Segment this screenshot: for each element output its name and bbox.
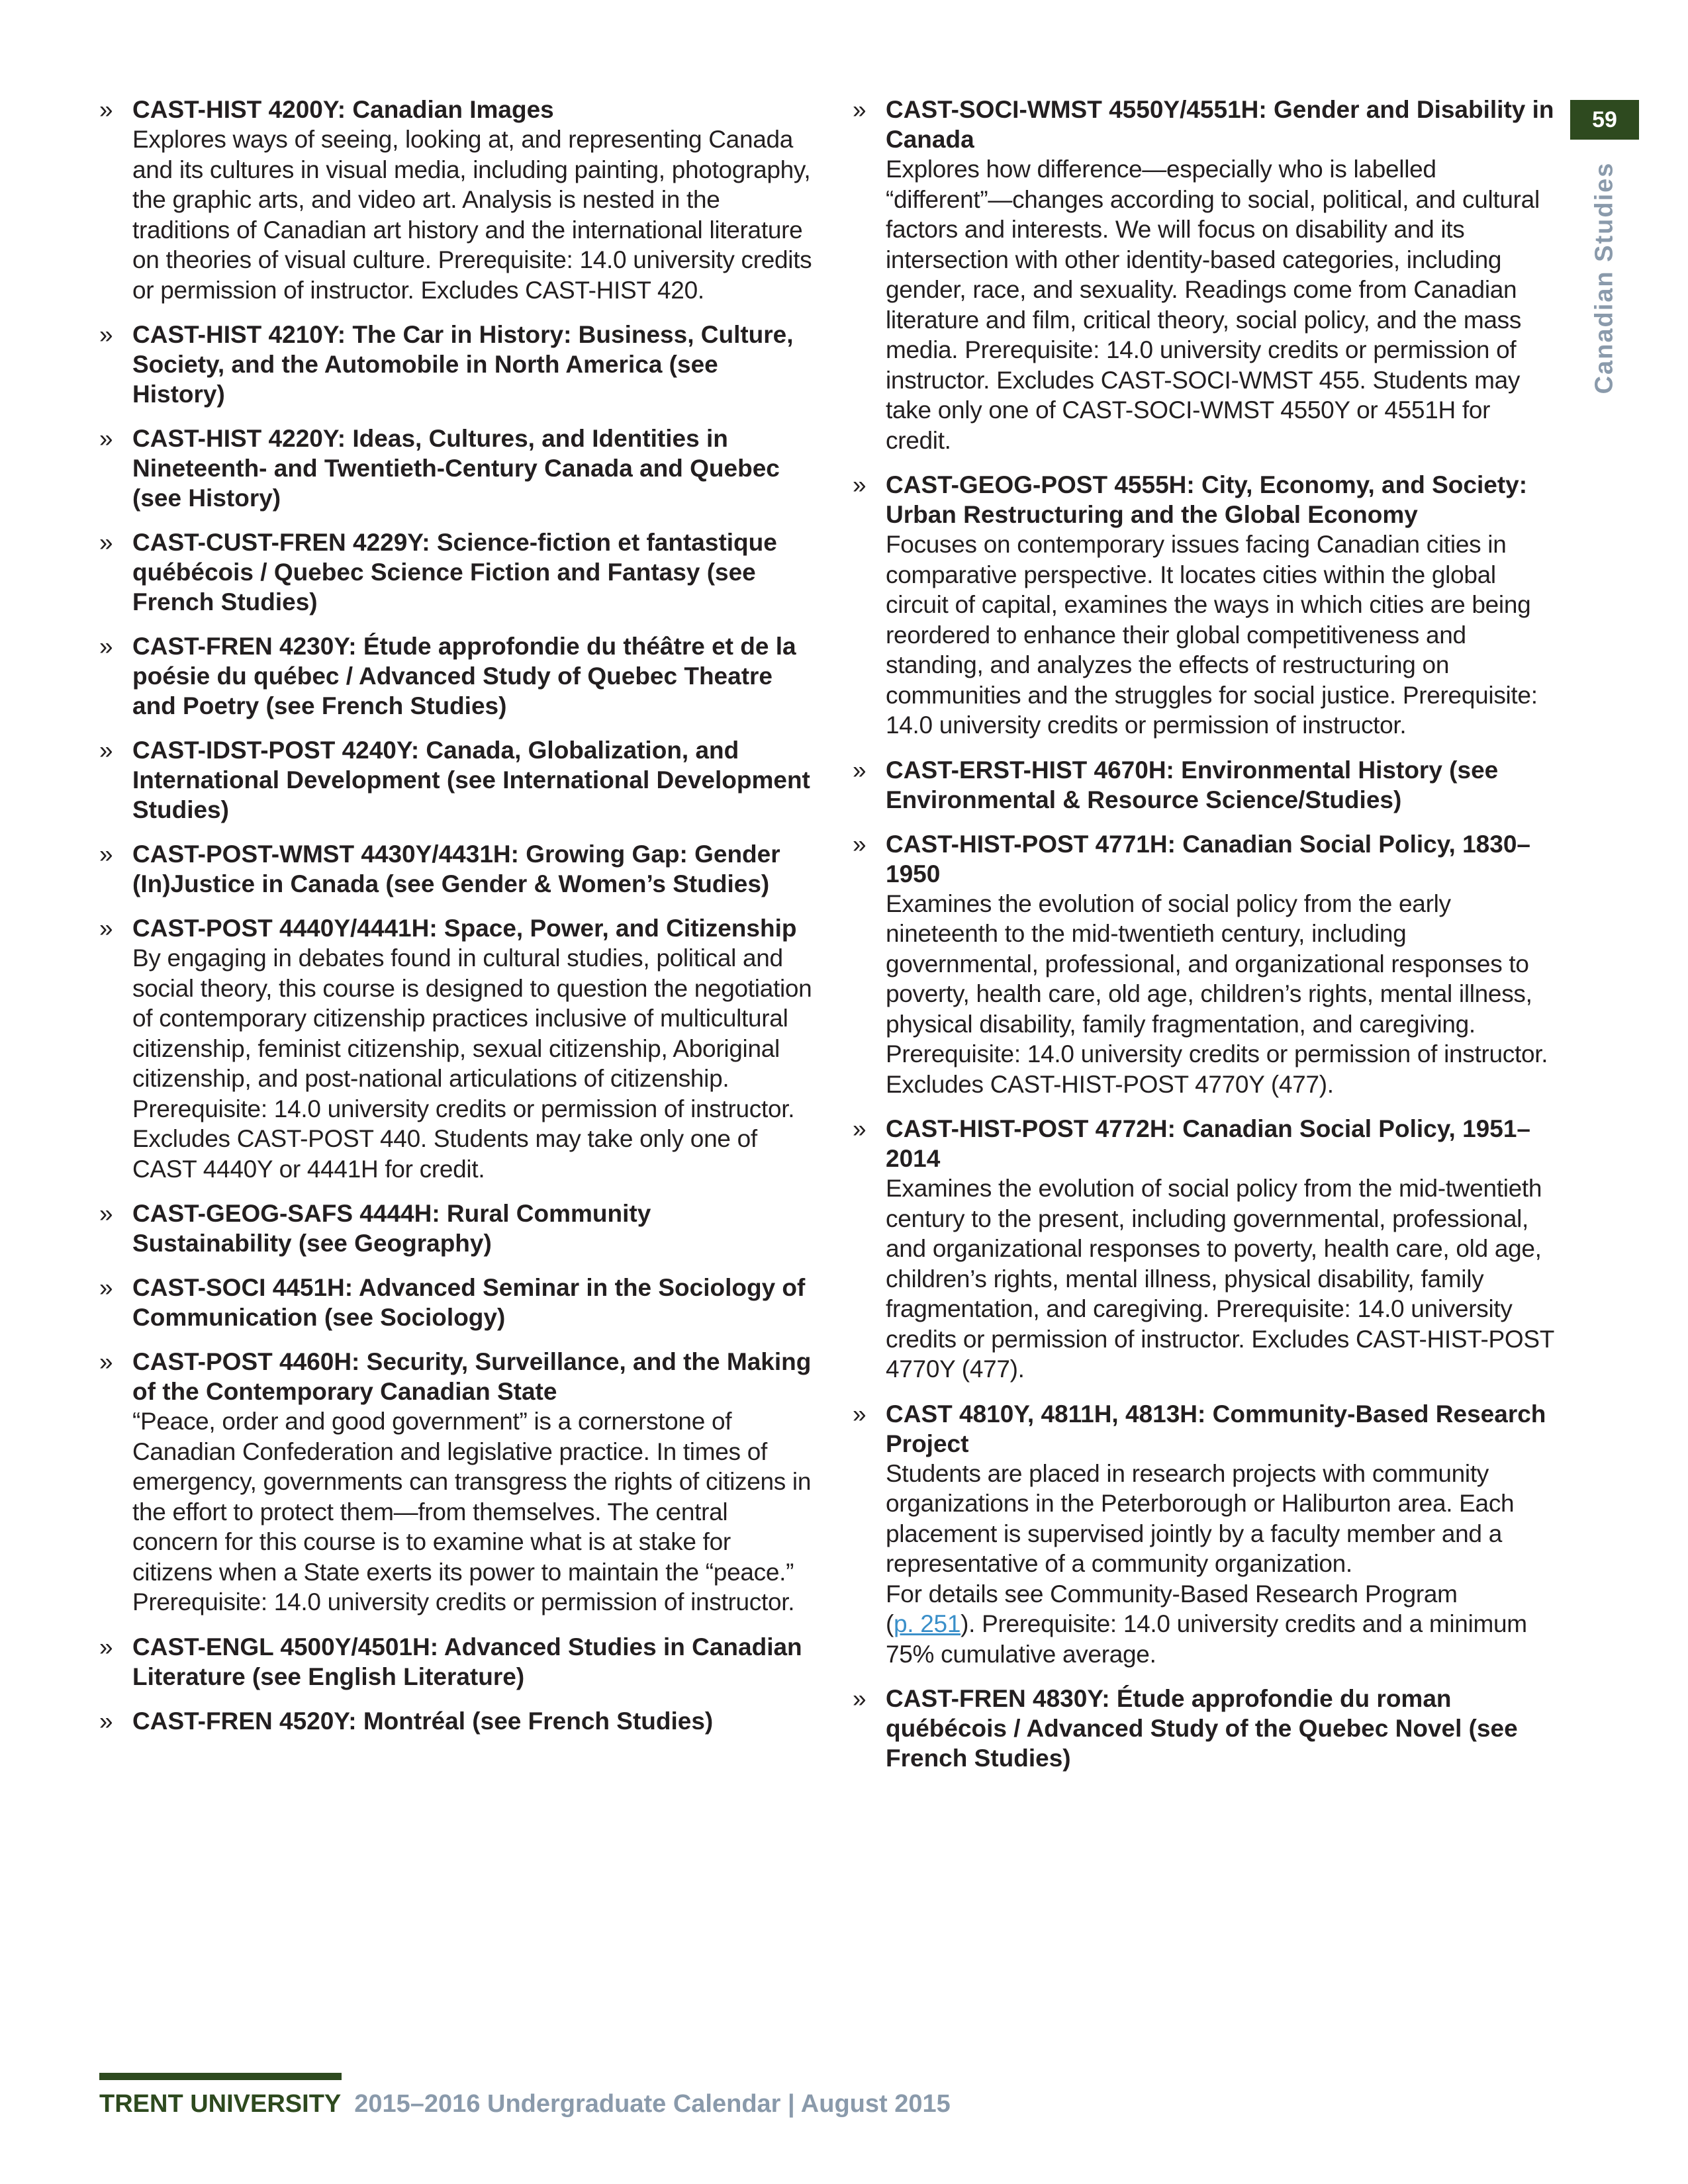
bullet-icon: » xyxy=(853,96,867,123)
page-number-badge: 59 xyxy=(1570,100,1639,140)
course-entry xyxy=(99,424,814,513)
course-title: CAST-POST 4440Y/4441H: Space, Power, and Citizenship xyxy=(132,915,797,942)
course-entry xyxy=(99,839,814,899)
bullet-icon: » xyxy=(99,737,113,764)
footer xyxy=(99,2090,951,2118)
course-title: CAST-HIST 4210Y: The Car in History: Business, Culture, Society, and the Automobile in North America (see History) xyxy=(132,321,794,408)
footer-rule xyxy=(99,2073,342,2080)
course-title: CAST-FREN 4520Y: Montréal (see French Studies) xyxy=(132,1707,714,1735)
course-title: CAST-ERST-HIST 4670H: Environmental History (see Environmental & Resource Science/Studies) xyxy=(886,756,1499,813)
bullet-icon: » xyxy=(99,1348,113,1375)
bullet-icon: » xyxy=(99,633,113,660)
footer-university: TRENT UNIVERSITY xyxy=(99,2090,342,2118)
course-entry xyxy=(853,1684,1561,1773)
bullet-icon: » xyxy=(99,425,113,452)
course-title: CAST-HIST 4200Y: Canadian Images xyxy=(132,96,554,123)
course-title: CAST-ENGL 4500Y/4501H: Advanced Studies in Canadian Literature (see English Literature) xyxy=(132,1633,802,1690)
bullet-icon: » xyxy=(853,756,867,784)
bullet-icon: » xyxy=(99,1200,113,1227)
course-description: Explores how difference—especially who is labelled “different”—changes according to social, political, and cultural factors and interests. We will focus on disability and its intersection with other identity-based categories, including gender, race, and sexuality. Readings come from Canadian literature and film, critical theory, social policy, and the mass media. Prerequisite: 14.0 university credits or permission of instructor. Excludes CAST-SOCI-WMST 455. Students may take only one of CAST-SOCI-WMST 4550Y or 4551H for credit. xyxy=(886,156,1540,454)
course-title: CAST 4810Y, 4811H, 4813H: Community-Based Research Project xyxy=(886,1400,1546,1457)
course-description: Students are placed in research projects with community organizations in the Peterborough or Haliburton area. Each placement is supervised jointly by a faculty member and a representative of a community organization. xyxy=(886,1459,1515,1577)
course-entry xyxy=(99,320,814,409)
paren-open: ( xyxy=(886,1610,894,1637)
bullet-icon: » xyxy=(853,471,867,498)
footer-calendar: 2015–2016 Undergraduate Calendar | August 2015 xyxy=(354,2090,951,2118)
bullet-icon: » xyxy=(99,1707,113,1735)
course-entry xyxy=(853,1399,1561,1670)
course-entry xyxy=(853,829,1561,1100)
course-title: CAST-SOCI-WMST 4550Y/4551H: Gender and Disability in Canada xyxy=(886,96,1554,153)
bullet-icon: » xyxy=(853,830,867,858)
course-description: Explores ways of seeing, looking at, and representing Canada and its cultures in visual media, including painting, photography, the graphic arts, and video art. Analysis is nested in the traditions of Canadian art history and the international literature on theories of visual culture. Prerequisite: 14.0 university credits or permission of instructor. Excludes CAST-HIST 420. xyxy=(132,126,812,304)
bullet-icon: » xyxy=(853,1115,867,1142)
course-entry xyxy=(99,1347,814,1617)
course-description: Examines the evolution of social policy from the early nineteenth to the mid-twentieth century, including governmental, professional, and organizational responses to poverty, health care, old age, children’s rights, mental illness, physical disability, family fragmentation, and caregiving. Prerequisite: 14.0 university credits or permission of instructor. Excludes CAST-HIST-POST 4770Y (477). xyxy=(886,889,1548,1098)
prerequisite-text: ). Prerequisite: 14.0 university credits and a minimum 75% cumulative average. xyxy=(886,1610,1527,1668)
course-title: CAST-HIST 4220Y: Ideas, Cultures, and Identities in Nineteenth- and Twentieth-Century Canada and Quebec (see History) xyxy=(132,425,780,512)
course-title: CAST-GEOG-SAFS 4444H: Rural Community Sustainability (see Geography) xyxy=(132,1200,651,1257)
course-prerequisite xyxy=(886,1609,1561,1669)
course-description: “Peace, order and good government” is a cornerstone of Canadian Confederation and legislative practice. In times of emergency, governments can transgress the rights of citizens in the effort to protect them—from themselves. The central concern for this course is to examine what is at stake for citizens when a State exerts its power to maintain the “peace.” Prerequisite: 14.0 university credits or permission of instructor. xyxy=(132,1408,812,1615)
bullet-icon: » xyxy=(99,1274,113,1301)
course-title: CAST-GEOG-POST 4555H: City, Economy, and Society: Urban Restructuring and the Global Economy xyxy=(886,471,1528,528)
left-column xyxy=(99,95,814,1751)
course-entry xyxy=(853,1114,1561,1385)
course-entry xyxy=(99,95,814,305)
course-title: CAST-FREN 4830Y: Étude approfondie du roman québécois / Advanced Study of the Quebec Novel (see French Studies) xyxy=(886,1685,1518,1772)
bullet-icon: » xyxy=(853,1400,867,1428)
bullet-icon: » xyxy=(853,1685,867,1712)
course-title: CAST-FREN 4230Y: Étude approfondie du théâtre et de la poésie du québec / Advanced Study of Quebec Theatre and Poetry (see French Studies) xyxy=(132,633,796,719)
course-entry xyxy=(853,470,1561,741)
bullet-icon: » xyxy=(99,1633,113,1661)
course-entry xyxy=(99,1273,814,1332)
page-251-link[interactable]: p. 251 xyxy=(894,1610,961,1637)
course-entry xyxy=(99,1706,814,1736)
course-title: CAST-POST 4460H: Security, Surveillance, and the Making of the Contemporary Canadian State xyxy=(132,1348,812,1405)
course-entry xyxy=(99,631,814,721)
course-entry xyxy=(853,755,1561,815)
bullet-icon: » xyxy=(99,915,113,942)
course-title: CAST-SOCI 4451H: Advanced Seminar in the Sociology of Communication (see Sociology) xyxy=(132,1274,806,1331)
course-entry xyxy=(99,527,814,617)
bullet-icon: » xyxy=(99,841,113,868)
course-title: CAST-CUST-FREN 4229Y: Science-fiction et fantastique québécois / Quebec Science Fiction and Fantasy (see French Studies) xyxy=(132,529,777,615)
course-entry xyxy=(853,95,1561,455)
course-details-note: For details see Community-Based Research Program xyxy=(886,1580,1458,1608)
bullet-icon: » xyxy=(99,96,113,123)
course-description: Examines the evolution of social policy from the mid-twentieth century to the present, including governmental, professional, and organizational responses to poverty, health care, old age, children’s rights, mental illness, physical disability, family fragmentation, and caregiving. Prerequisite: 14.0 university credits or permission of instructor. Excludes CAST-HIST-POST 4770Y (477). xyxy=(886,1175,1554,1383)
course-entry xyxy=(99,1632,814,1692)
course-entry xyxy=(99,735,814,825)
course-entry xyxy=(99,913,814,1184)
section-side-title: Canadian Studies xyxy=(1590,161,1618,394)
course-title: CAST-HIST-POST 4771H: Canadian Social Policy, 1830–1950 xyxy=(886,830,1530,887)
course-description: By engaging in debates found in cultural studies, political and social theory, this course is designed to question the negotiation of contemporary citizenship practices inclusive of multicultural citizenship, feminist citizenship, sexual citizenship, Aboriginal citizenship, and post-national articulations of citizenship. Prerequisite: 14.0 university credits or permission of instructor. Excludes CAST-POST 440. Students may take only one of CAST 4440Y or 4441H for credit. xyxy=(132,944,812,1183)
course-title: CAST-IDST-POST 4240Y: Canada, Globalization, and International Development (see International Development Studies) xyxy=(132,737,810,823)
right-column xyxy=(853,95,1561,1788)
course-entry xyxy=(99,1199,814,1258)
bullet-icon: » xyxy=(99,529,113,556)
course-title: CAST-HIST-POST 4772H: Canadian Social Policy, 1951–2014 xyxy=(886,1115,1530,1172)
course-title: CAST-POST-WMST 4430Y/4431H: Growing Gap: Gender (In)Justice in Canada (see Gender & Women’s Studies) xyxy=(132,841,780,897)
course-description: Focuses on contemporary issues facing Canadian cities in comparative perspective. It locates cities within the global circuit of capital, examines the ways in which cities are being reordered to enhance their global competitiveness and standing, and analyzes the effects of restructuring on communities and the struggles for social justice. Prerequisite: 14.0 university credits or permission of instructor. xyxy=(886,531,1538,739)
bullet-icon: » xyxy=(99,321,113,348)
